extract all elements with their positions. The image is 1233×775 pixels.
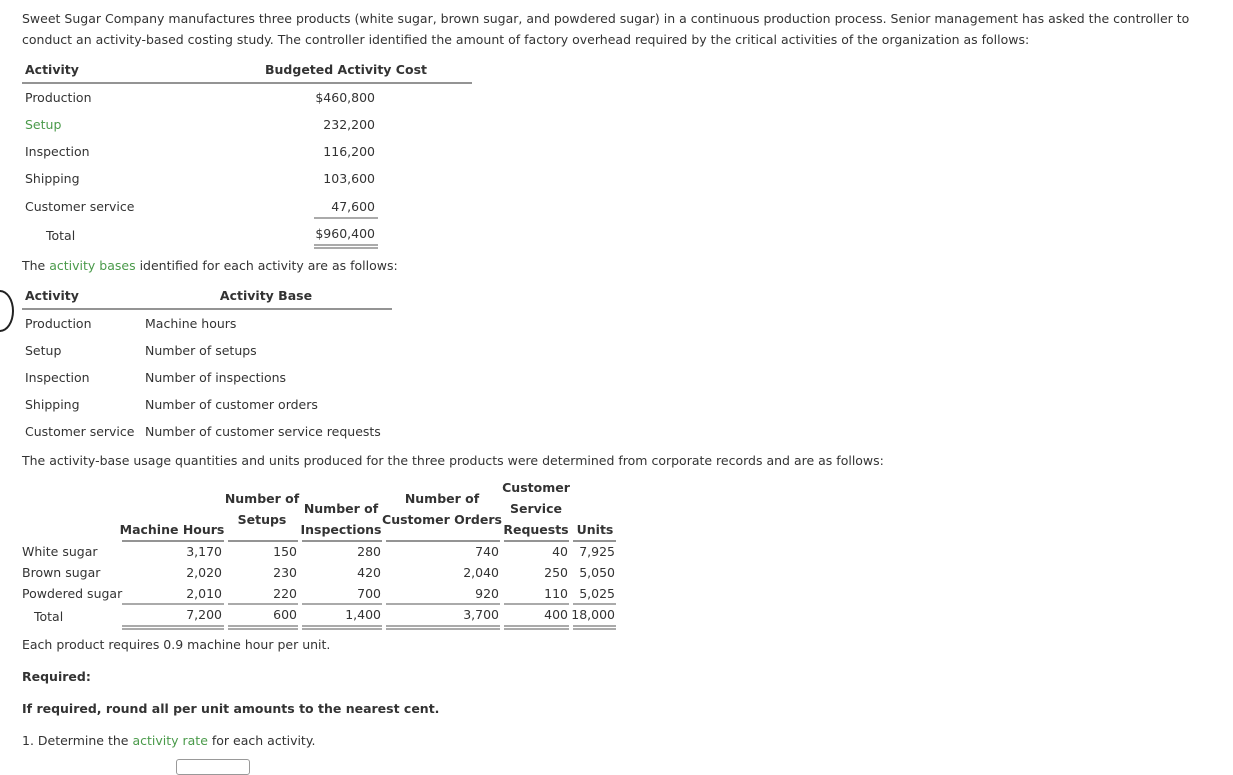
usage-cell: 420 (357, 565, 381, 580)
usage-cell: 280 (357, 544, 381, 559)
cost-value-customer-service: 47,600 (331, 199, 375, 214)
usage-total-cell: 600 (273, 607, 297, 622)
rounding-note: If required, round all per unit amounts to the nearest cent. (22, 701, 440, 716)
cost-value-shipping: 103,600 (323, 171, 375, 186)
cost-activity-inspection: Inspection (25, 144, 90, 159)
usage-header-setups-line1: Number of (224, 491, 300, 506)
usage-total-cell: 7,200 (186, 607, 222, 622)
usage-product-label: Powdered sugar (22, 586, 123, 601)
question-1: 1. Determine the activity rate for each activity. (22, 733, 316, 748)
usage-cell: 740 (475, 544, 499, 559)
usage-row-powdered-sugar (22, 586, 615, 601)
usage-cell: 920 (475, 586, 499, 601)
usage-cell: 230 (273, 565, 297, 580)
usage-header-inspections-line2: Inspections (300, 522, 382, 537)
usage-cell: 250 (544, 565, 568, 580)
usage-header-inspections-line1: Number of (303, 501, 379, 516)
base-value-customer-service: Number of customer service requests (145, 424, 381, 439)
usage-header-service-line2: Service (510, 501, 562, 516)
usage-header-orders-line1: Number of (404, 491, 480, 506)
base-activity-shipping: Shipping (25, 397, 80, 412)
machine-hour-note: Each product requires 0.9 machine hour per unit. (22, 637, 331, 652)
usage-cell: 2,040 (463, 565, 499, 580)
usage-cell: 700 (357, 586, 381, 601)
cost-total-label: Total (46, 228, 76, 243)
usage-row-white-sugar (22, 544, 615, 559)
cost-activity-customer-service: Customer service (25, 199, 135, 214)
usage-sentence: The activity-base usage quantities and units produced for the three products were determined from corporate records and are as follows: (22, 453, 884, 468)
usage-header-machine-hours: Machine Hours (119, 522, 225, 537)
cost-total-value: $960,400 (315, 226, 375, 241)
base-activity-inspection: Inspection (25, 370, 90, 385)
cost-activity-setup-link[interactable]: Setup (25, 117, 62, 132)
usage-cell: 7,925 (579, 544, 615, 559)
usage-header-setups-line2: Setups (237, 512, 287, 527)
base-activity-customer-service: Customer service (25, 424, 135, 439)
cost-activity-production: Production (25, 90, 92, 105)
usage-total-label: Total (34, 609, 64, 624)
cost-value-setup: 232,200 (323, 117, 375, 132)
usage-cell: 110 (544, 586, 568, 601)
usage-row-brown-sugar (22, 565, 615, 580)
usage-cell: 220 (273, 586, 297, 601)
usage-cell: 5,050 (579, 565, 615, 580)
usage-cell: 40 (552, 544, 568, 559)
usage-cell: 2,020 (186, 565, 222, 580)
base-header-base: Activity Base (219, 288, 313, 303)
required-label: Required: (22, 669, 91, 684)
usage-product-label: White sugar (22, 544, 98, 559)
base-value-inspection: Number of inspections (145, 370, 287, 385)
usage-header-service-line1: Customer (502, 480, 570, 495)
activity-rate-link[interactable]: activity rate (132, 733, 208, 748)
base-value-setup: Number of setups (145, 343, 257, 358)
usage-total-cell: 3,700 (463, 607, 499, 622)
intro-paragraph: Sweet Sugar Company manufactures three products (white sugar, brown sugar, and powdered sugar) in a continuous production process. Senior management has asked the controller to conduct an activity-based costing study. The controller identified the amount of factory overhead required by the critical activities of the organization as follows: (22, 11, 1190, 47)
bases-sentence: The activity bases identified for each activity are as follows: (22, 258, 398, 273)
usage-cell: 150 (273, 544, 297, 559)
usage-product-label: Brown sugar (22, 565, 101, 580)
usage-cell: 2,010 (186, 586, 222, 601)
cost-header-activity: Activity (25, 62, 79, 77)
cost-header-cost: Budgeted Activity Cost (265, 62, 427, 77)
usage-header-service-line3: Requests (503, 522, 569, 537)
usage-total-cell: 18,000 (571, 607, 615, 622)
cost-value-inspection: 116,200 (323, 144, 375, 159)
base-header-activity: Activity (25, 288, 79, 303)
usage-header-orders-line2: Customer Orders (382, 512, 502, 527)
answer-input-field[interactable] (176, 759, 250, 775)
base-value-shipping: Number of customer orders (145, 397, 318, 412)
usage-header-units: Units (576, 522, 614, 537)
cost-value-production: $460,800 (315, 90, 375, 105)
cost-activity-shipping: Shipping (25, 171, 80, 186)
usage-total-cell: 1,400 (345, 607, 381, 622)
usage-total-cell: 400 (544, 607, 568, 622)
usage-cell: 3,170 (186, 544, 222, 559)
activity-bases-link[interactable]: activity bases (49, 258, 136, 273)
base-activity-setup: Setup (25, 343, 62, 358)
base-value-production: Machine hours (145, 316, 237, 331)
usage-cell: 5,025 (579, 586, 615, 601)
usage-row-total (33, 607, 615, 624)
base-activity-production: Production (25, 316, 92, 331)
